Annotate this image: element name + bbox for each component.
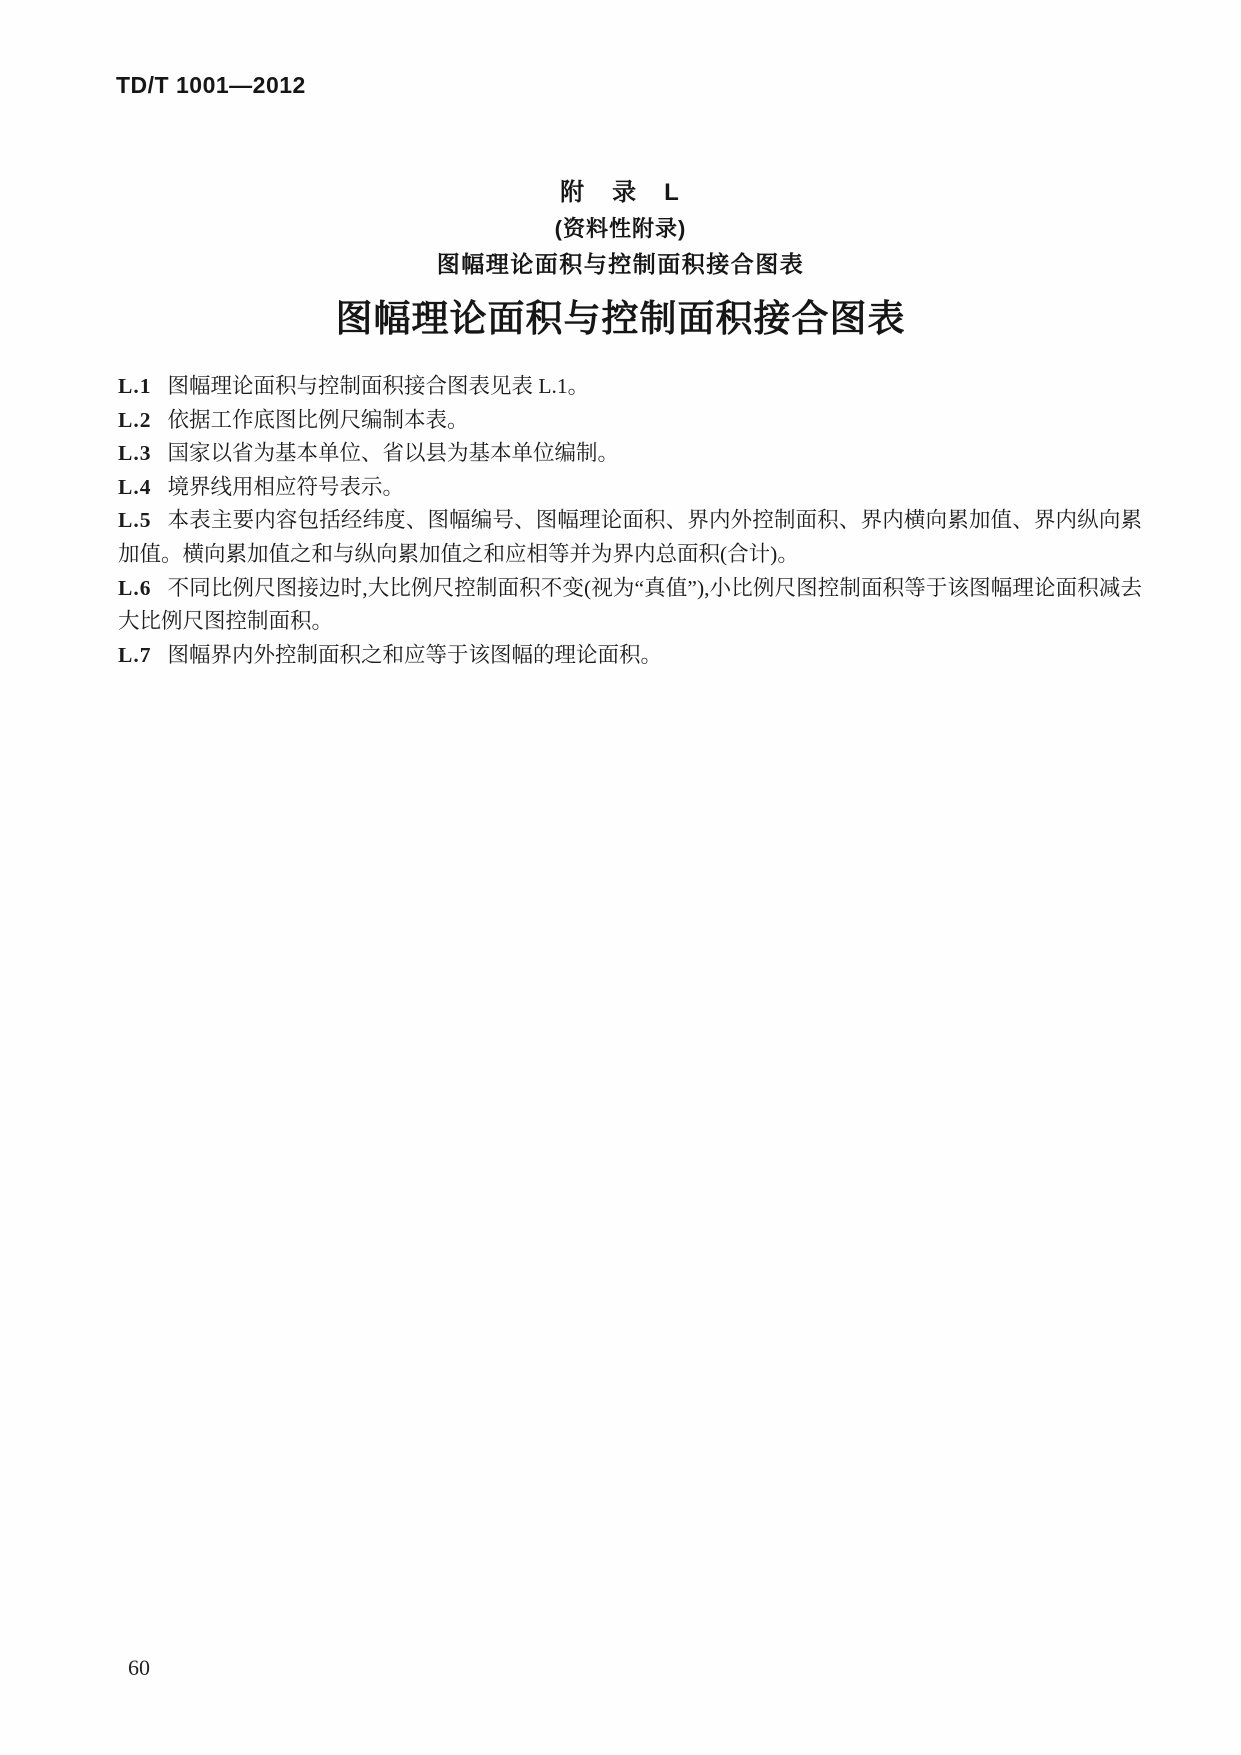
clause-id: L.4 bbox=[118, 474, 152, 499]
clause-id: L.1 bbox=[118, 374, 152, 398]
clause-item bbox=[118, 639, 1142, 673]
clause-text: 境界线用相应符号表示。 bbox=[167, 474, 404, 499]
appendix-label: 附 录 L bbox=[560, 179, 681, 206]
clause-id: L.7 bbox=[118, 642, 152, 667]
clause-id: L.3 bbox=[118, 441, 152, 466]
page-number: 60 bbox=[128, 1655, 150, 1680]
clause-item bbox=[118, 404, 1142, 438]
appendix-subtitle: 图幅理论面积与控制面积接合图表 bbox=[436, 251, 805, 277]
clause-list bbox=[118, 370, 1142, 672]
clause-item bbox=[118, 471, 1142, 505]
page-title: 图幅理论面积与控制面积接合图表 bbox=[335, 298, 906, 339]
clause-item bbox=[118, 504, 1142, 571]
clause-item bbox=[118, 572, 1142, 639]
standard-number-header: TD/T 1001—2012 bbox=[116, 72, 306, 98]
clause-text: 国家以省为基本单位、省以县为基本单位编制。 bbox=[167, 441, 619, 466]
clause-id: L.2 bbox=[118, 407, 152, 432]
clause-id: L.6 bbox=[118, 575, 152, 600]
clause-text: 图幅理论面积与控制面积接合图表见表 L.1。 bbox=[167, 374, 590, 398]
clause-text: 图幅界内外控制面积之和应等于该图幅的理论面积。 bbox=[167, 642, 662, 667]
clause-text: 本表主要内容包括经纬度、图幅编号、图幅理论面积、界内外控制面积、界内横向累加值、界内纵向累加值。横向累加值之和与纵向累加值之和应相等并为界内总面积(合计)。 bbox=[118, 508, 1142, 566]
clause-text: 不同比例尺图接边时,大比例尺控制面积不变(视为“真值”),小比例尺图控制面积等于该图幅理论面积减去大比例尺图控制面积。 bbox=[118, 575, 1142, 634]
clause-item bbox=[118, 370, 1142, 404]
appendix-type-note: (资料性附录) bbox=[554, 216, 687, 241]
clause-id: L.5 bbox=[118, 508, 152, 533]
clause-text: 依据工作底图比例尺编制本表。 bbox=[167, 407, 469, 432]
clause-item bbox=[118, 437, 1142, 471]
